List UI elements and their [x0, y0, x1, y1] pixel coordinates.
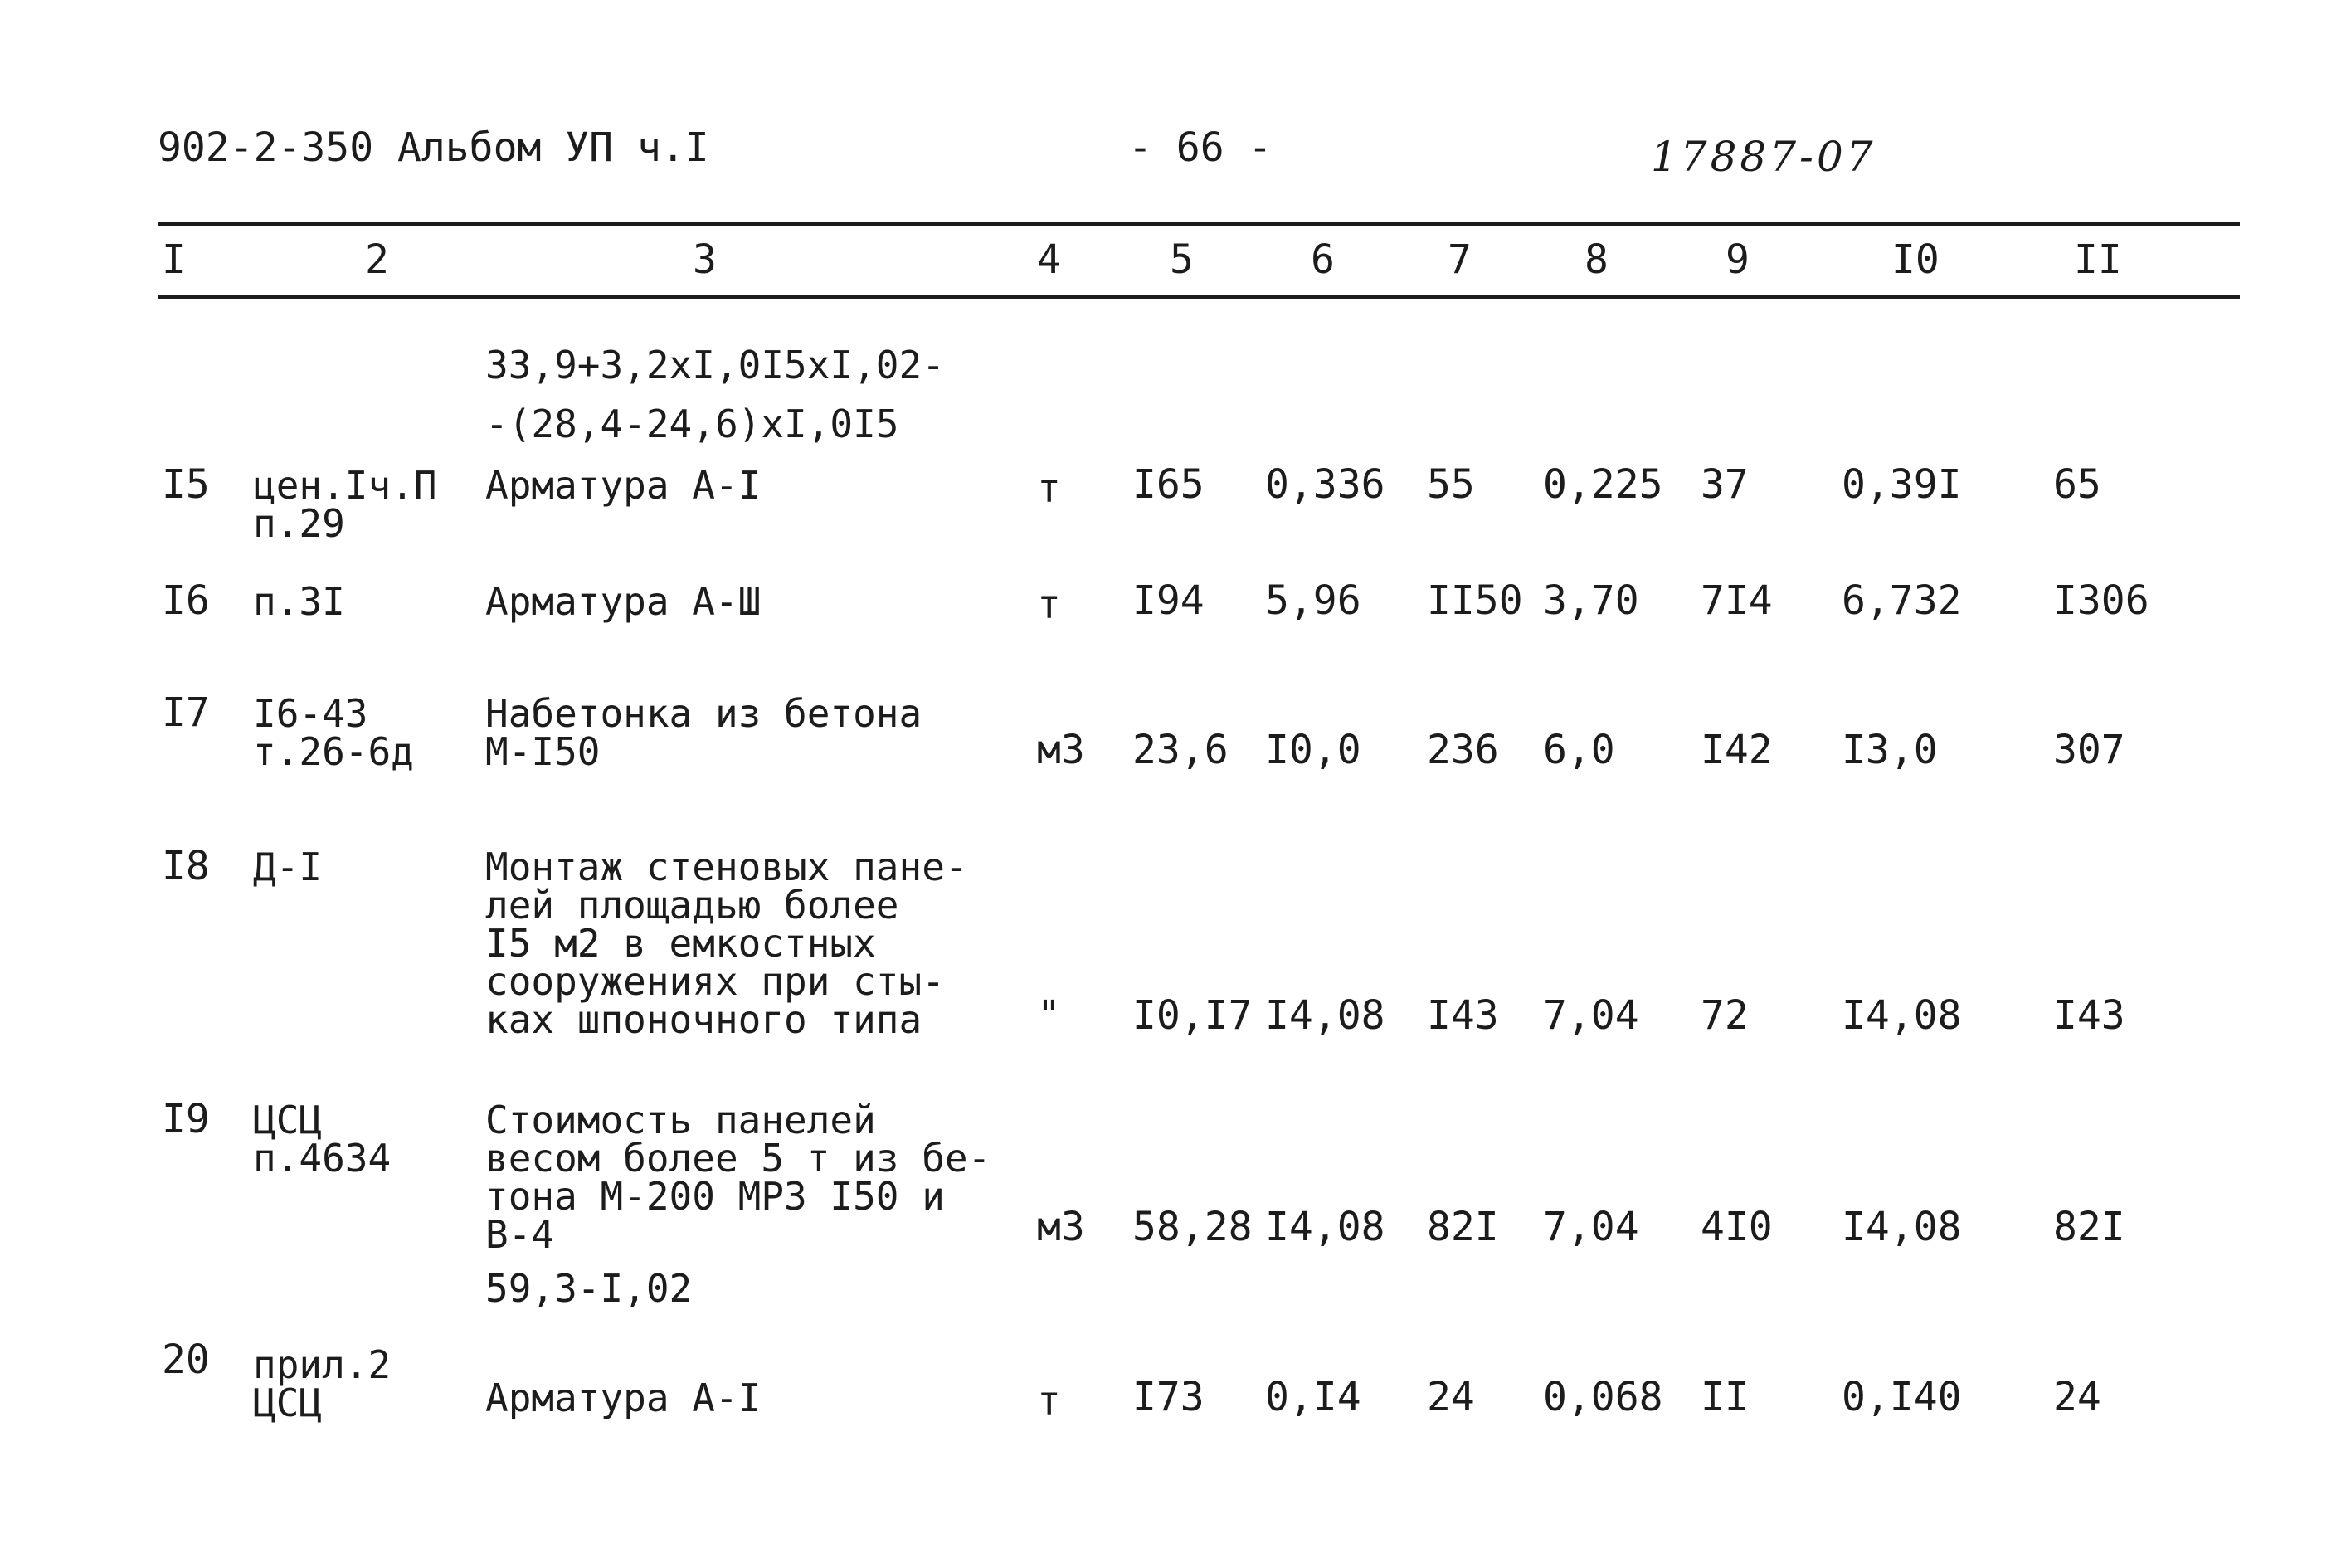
row-col11: 307 [2053, 727, 2125, 773]
row-number: I9 [162, 1096, 210, 1142]
column-number-7: 7 [1448, 236, 1472, 283]
row-description: Монтаж стеновых пане- лей площадью более I5 м2 в емкостных сооружениях при сты- ках шпоночного типа [485, 845, 968, 1042]
row-col5: 58,28 [1132, 1204, 1253, 1250]
row-col11: 24 [2053, 1374, 2101, 1420]
column-number-3: 3 [693, 236, 717, 283]
row-col9: 37 [1701, 461, 1749, 508]
row-description: Арматура А-I [485, 1376, 762, 1420]
document-code: 902-2-350 Альбом УП ч.I [158, 124, 709, 171]
row-col9: II [1701, 1374, 1749, 1420]
row-col10: 0,I40 [1842, 1374, 1962, 1420]
row-col8: 0,225 [1543, 461, 1663, 508]
row-col11: I43 [2053, 992, 2125, 1039]
row-reference: прил.2 ЦСЦ [253, 1342, 392, 1425]
row-col6: I4,08 [1265, 992, 1385, 1039]
row-col6: 0,336 [1265, 461, 1385, 508]
row-description: Арматура А-I [485, 463, 762, 508]
row-col6: 0,I4 [1265, 1374, 1361, 1420]
archive-number: 17887-07 [1651, 133, 1876, 181]
row-col5: I94 [1132, 577, 1205, 624]
row-col10: 6,732 [1842, 577, 1962, 624]
row-col5: I0,I7 [1132, 992, 1253, 1039]
row-col7: 236 [1427, 727, 1499, 773]
row-col6: I4,08 [1265, 1204, 1385, 1250]
row-description-formula: 59,3-I,02 [485, 1266, 693, 1311]
row-number: I5 [162, 461, 210, 508]
row-col6: 5,96 [1265, 577, 1361, 624]
column-number-9: 9 [1726, 236, 1750, 283]
row-description: Стоимость панелей весом более 5 т из бе- тона М-200 МРЗ I50 и В-4 [485, 1098, 991, 1257]
row-col5: I73 [1132, 1374, 1205, 1420]
column-number-5: 5 [1170, 236, 1194, 283]
row-col7: II50 [1427, 577, 1523, 624]
row-reference: I6-43 т.26-6д [253, 691, 414, 774]
row-col5: I65 [1132, 461, 1205, 508]
row-description: Арматура А-Ш [485, 579, 762, 624]
row-unit: т [1037, 582, 1061, 628]
row-col10: I4,08 [1842, 1204, 1962, 1250]
row-col7: I43 [1427, 992, 1499, 1039]
row-col7: 55 [1427, 461, 1475, 508]
column-number-1: I [162, 236, 186, 283]
column-number-2: 2 [365, 236, 389, 283]
row-col11: 82I [2053, 1204, 2125, 1250]
row-col9: 72 [1701, 992, 1749, 1039]
row-number: 20 [162, 1337, 210, 1383]
column-number-11: II [2074, 236, 2122, 283]
page-number: - 66 - [1128, 124, 1273, 171]
row-col7: 24 [1427, 1374, 1475, 1420]
row-unit: т [1037, 465, 1061, 512]
row-col11: 65 [2053, 461, 2101, 508]
row-col10: 0,39I [1842, 461, 1962, 508]
row-unit: м3 [1037, 1204, 1085, 1250]
row-col8: 7,04 [1543, 992, 1639, 1039]
column-number-10: I0 [1891, 236, 1940, 283]
row-col8: 7,04 [1543, 1204, 1639, 1250]
row-description: Набетонка из бетона М-I50 [485, 691, 922, 774]
row-unit: " [1037, 992, 1061, 1039]
row-col6: I0,0 [1265, 727, 1361, 773]
row-col11: I306 [2053, 577, 2149, 624]
row-number: I6 [162, 577, 210, 624]
row-col5: 23,6 [1132, 727, 1229, 773]
row-reference: Д-I [253, 845, 323, 889]
row-col9: I42 [1701, 727, 1773, 773]
row-reference: п.3I [253, 579, 345, 624]
row-number: I8 [162, 843, 210, 889]
table-top-rule [158, 222, 2240, 226]
row-col8: 6,0 [1543, 727, 1615, 773]
row-col9: 7I4 [1701, 577, 1773, 624]
row-col7: 82I [1427, 1204, 1499, 1250]
continuation-formula: 33,9+3,2xI,0I5xI,02- -(28,4-24,6)xI,0I5 [485, 343, 945, 447]
row-unit: м3 [1037, 727, 1085, 773]
row-col8: 3,70 [1543, 577, 1639, 624]
row-reference: цен.Iч.П п.29 [253, 463, 437, 546]
row-reference: ЦСЦ п.4634 [253, 1098, 392, 1181]
column-number-8: 8 [1584, 236, 1609, 283]
row-col9: 4I0 [1701, 1204, 1773, 1250]
row-unit: т [1037, 1378, 1061, 1424]
table-header-rule [158, 295, 2240, 299]
row-col10: I4,08 [1842, 992, 1962, 1039]
row-col8: 0,068 [1543, 1374, 1663, 1420]
row-col10: I3,0 [1842, 727, 1938, 773]
column-number-6: 6 [1311, 236, 1335, 283]
row-number: I7 [162, 689, 210, 736]
column-number-4: 4 [1037, 236, 1061, 283]
